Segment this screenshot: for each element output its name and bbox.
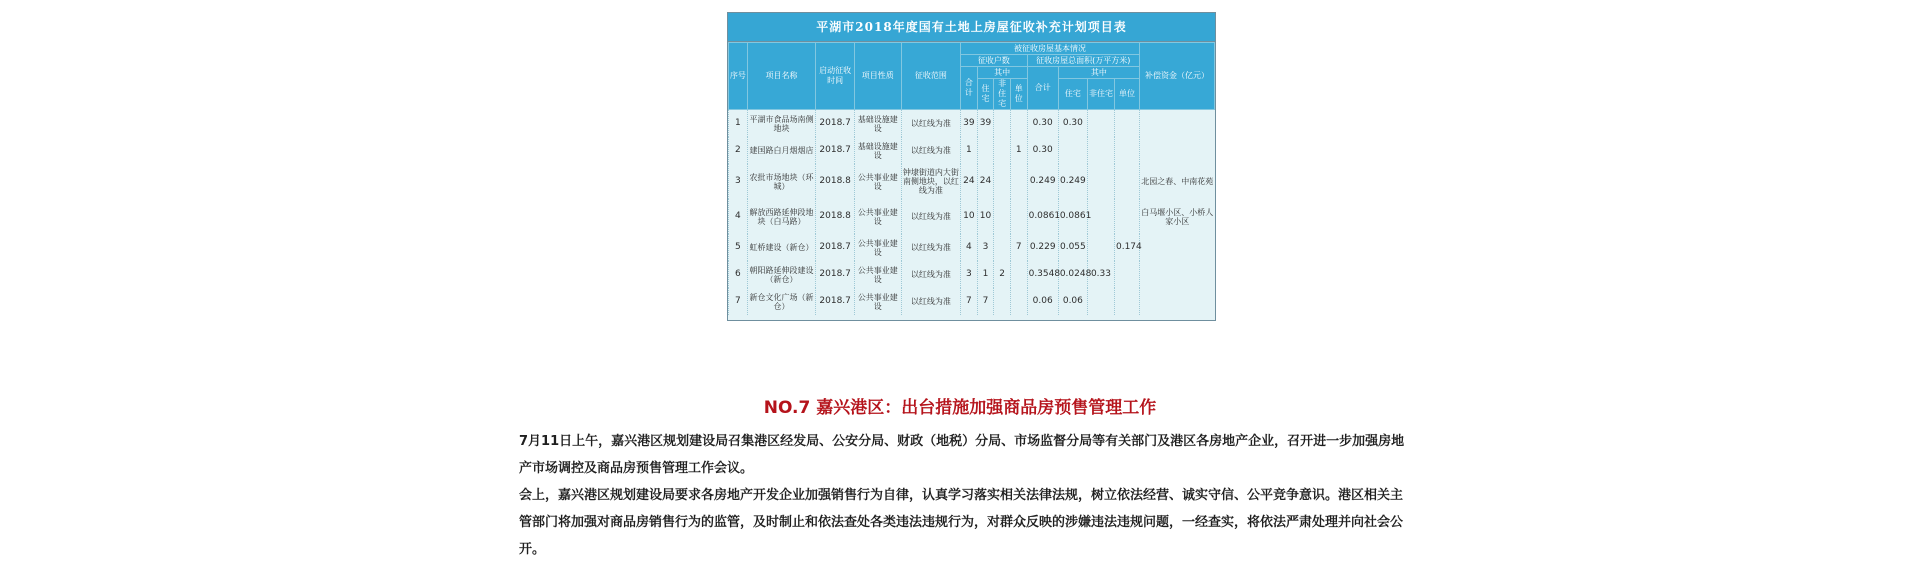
cell-area-res: 0.06 [1058,288,1087,315]
cell-comp: 白马堰小区、小桥人家小区 [1139,199,1214,234]
cell-scope: 以红线为准 [901,110,960,138]
cell-hh-unit [1010,110,1027,138]
cell-type: 公共事业建设 [854,288,901,315]
header-hh-unit: 单位 [1010,79,1027,110]
cell-area-res: 0.0861 [1058,199,1087,234]
article-paragraph: 7月11日上午，嘉兴港区规划建设局召集港区经发局、公安分局、财政（地税）分局、市场监督分局等有关部门及港区各房地产企业，召开进一步加强房地产市场调控及商品房预售管理工作会议。 [519,434,1405,476]
cell-seq: 6 [729,261,748,288]
project-table [728,42,1215,315]
table-row [729,164,1215,199]
cell-seq: 4 [729,199,748,234]
cell-hh-res: 3 [977,234,994,261]
header-hh-of-which: 其中 [977,67,1027,79]
cell-hh-nonres [994,288,1011,315]
header-area-total: 合计 [1027,67,1058,110]
cell-hh-unit: 7 [1010,234,1027,261]
table-title: 平湖市2018年度国有土地上房屋征收补充计划项目表 [728,13,1215,42]
cell-hh-nonres [994,199,1011,234]
cell-scope: 以红线为准 [901,234,960,261]
cell-hh-total: 4 [961,234,978,261]
header-hh-res: 住宅 [977,79,994,110]
article-body [519,428,1409,563]
cell-area-total: 0.249 [1027,164,1058,199]
cell-area-nonres [1087,199,1114,234]
cell-comp [1139,261,1214,288]
cell-hh-res: 7 [977,288,994,315]
cell-hh-nonres [994,110,1011,138]
cell-area-nonres [1087,234,1114,261]
cell-comp [1139,234,1214,261]
cell-area-nonres [1087,164,1114,199]
cell-name: 解放西路延伸段地块（白马路） [747,199,816,234]
table-row [729,234,1215,261]
cell-hh-nonres [994,234,1011,261]
cell-hh-nonres [994,164,1011,199]
cell-seq: 2 [729,137,748,164]
cell-hh-total: 24 [961,164,978,199]
cell-hh-unit [1010,164,1027,199]
cell-hh-total: 3 [961,261,978,288]
cell-type: 基础设施建设 [854,137,901,164]
cell-area-total: 0.3548 [1027,261,1058,288]
cell-comp [1139,137,1214,164]
cell-seq: 5 [729,234,748,261]
cell-name: 平湖市食品场南侧地块 [747,110,816,138]
cell-hh-res: 10 [977,199,994,234]
cell-area-nonres: 0.33 [1087,261,1114,288]
cell-type: 公共事业建设 [854,199,901,234]
cell-name: 新仓文化广场（新仓） [747,288,816,315]
cell-type: 基础设施建设 [854,110,901,138]
table-row [729,199,1215,234]
cell-hh-res: 1 [977,261,994,288]
cell-hh-total: 7 [961,288,978,315]
table-row [729,261,1215,288]
header-area-nonres: 非住宅 [1087,79,1114,110]
cell-start: 2018.8 [816,164,855,199]
cell-area-res: 0.055 [1058,234,1087,261]
header-hh-total: 合计 [961,67,978,110]
header-type: 项目性质 [854,43,901,110]
table-row [729,288,1215,315]
header-area-res: 住宅 [1058,79,1087,110]
cell-type: 公共事业建设 [854,164,901,199]
cell-area-unit [1114,288,1139,315]
header-hh-nonres: 非住宅 [994,79,1011,110]
cell-hh-res: 39 [977,110,994,138]
header-basic: 被征收房屋基本情况 [961,43,1140,55]
article-title: NO.7 嘉兴港区：出台措施加强商品房预售管理工作 [763,398,1157,418]
header-compensation: 补偿资金（亿元） [1139,43,1214,110]
cell-area-unit [1114,110,1139,138]
cell-comp: 北园之春、中南花苑 [1139,164,1214,199]
table-row [729,110,1215,138]
cell-hh-unit [1010,288,1027,315]
cell-name: 朝阳路延伸段建设（新仓） [747,261,816,288]
cell-hh-unit [1010,199,1027,234]
cell-type: 公共事业建设 [854,234,901,261]
cell-area-res: 0.30 [1058,110,1087,138]
cell-area-nonres [1087,137,1114,164]
cell-type: 公共事业建设 [854,261,901,288]
header-name: 项目名称 [747,43,816,110]
header-area-unit: 单位 [1114,79,1139,110]
cell-area-unit [1114,261,1139,288]
cell-area-res: 0.249 [1058,164,1087,199]
header-start: 启动征收时间 [816,43,855,110]
cell-scope: 以红线为准 [901,288,960,315]
cell-name: 虹桥建设（新仓） [747,234,816,261]
cell-comp [1139,110,1214,138]
header-households: 征收户数 [961,55,1028,67]
cell-area-unit: 0.174 [1114,234,1139,261]
cell-hh-total: 39 [961,110,978,138]
cell-start: 2018.7 [816,137,855,164]
project-table-image [727,12,1216,321]
cell-area-unit [1114,137,1139,164]
cell-area-total: 0.30 [1027,137,1058,164]
cell-seq: 1 [729,110,748,138]
cell-name: 农批市场地块（环城） [747,164,816,199]
cell-hh-unit: 1 [1010,137,1027,164]
cell-hh-nonres: 2 [994,261,1011,288]
cell-area-unit [1114,199,1139,234]
cell-comp [1139,288,1214,315]
cell-hh-unit [1010,261,1027,288]
cell-start: 2018.7 [816,234,855,261]
cell-start: 2018.7 [816,110,855,138]
header-scope: 征收范围 [901,43,960,110]
article-paragraph: 会上，嘉兴港区规划建设局要求各房地产开发企业加强销售行为自律，认真学习落实相关法律法规，树立依法经营、诚实守信、公平竞争意识。港区相关主管部门将加强对商品房销售行为的监管，及时制止和依法查处各类违法违规行为，对群众反映的涉嫌违法违规问题，一经查实，将依法严肃处理并向社会公开。 [519,488,1404,557]
cell-hh-res [977,137,994,164]
table-row [729,137,1215,164]
cell-area-total: 0.30 [1027,110,1058,138]
header-area-of-which: 其中 [1058,67,1139,79]
cell-scope: 以红线为准 [901,261,960,288]
cell-start: 2018.7 [816,288,855,315]
cell-area-total: 0.06 [1027,288,1058,315]
cell-area-res: 0.0248 [1058,261,1087,288]
cell-scope: 以红线为准 [901,137,960,164]
cell-hh-total: 10 [961,199,978,234]
cell-area-total: 0.229 [1027,234,1058,261]
cell-area-nonres [1087,110,1114,138]
cell-scope: 以红线为准 [901,199,960,234]
cell-area-nonres [1087,288,1114,315]
cell-hh-nonres [994,137,1011,164]
cell-seq: 7 [729,288,748,315]
cell-area-total: 0.0861 [1027,199,1058,234]
cell-scope: 钟埭街道内大街南侧地块，以红线为准 [901,164,960,199]
cell-seq: 3 [729,164,748,199]
cell-start: 2018.8 [816,199,855,234]
cell-start: 2018.7 [816,261,855,288]
cell-area-unit [1114,164,1139,199]
cell-name: 建国路白月烟烟店 [747,137,816,164]
cell-area-res [1058,137,1087,164]
cell-hh-total: 1 [961,137,978,164]
header-area: 征收房屋总面积(万平方米) [1027,55,1139,67]
header-seq: 序号 [729,43,748,110]
cell-hh-res: 24 [977,164,994,199]
